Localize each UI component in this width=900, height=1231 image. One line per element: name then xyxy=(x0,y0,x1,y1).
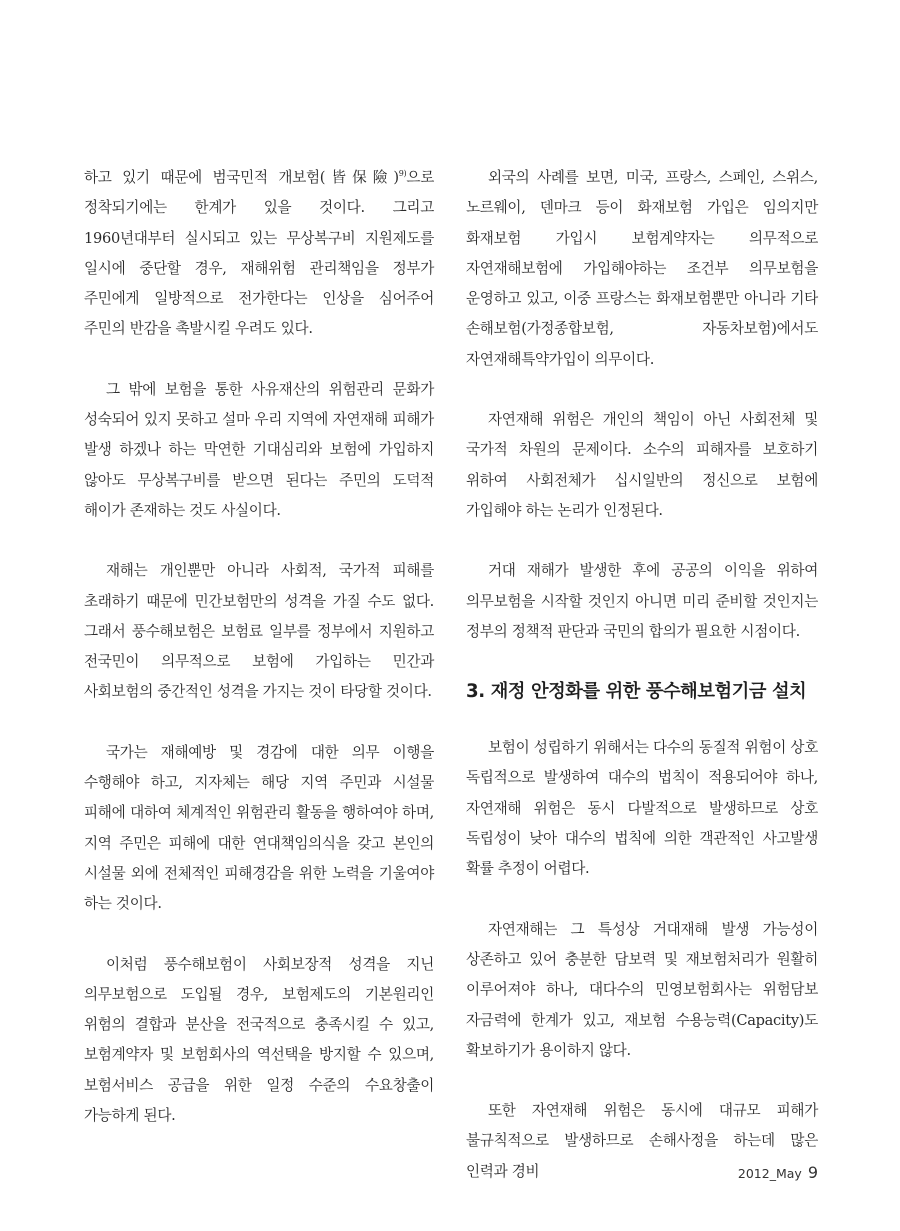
paragraph-text: 하고 있기 때문에 범국민적 개보험(皆保險) xyxy=(84,169,399,186)
page-footer xyxy=(738,1163,818,1182)
issue-date: 2012_May xyxy=(737,1166,802,1181)
left-column xyxy=(84,163,434,1161)
right-column xyxy=(466,163,818,1217)
paragraph: 자연재해 위험은 개인의 책임이 아닌 사회전체 및 국가적 차원의 문제이다. 소수의 피해자를 보호하기 위하여 사회전체가 십시일반의 정신으로 보험에 가입해야 하는 논리가 인정된다. xyxy=(466,411,818,519)
paragraph: 국가는 재해예방 및 경감에 대한 의무 이행을 수행해야 하고, 지자체는 해당 지역 주민과 시설물 피해에 대하여 체계적인 위험관리 활동을 행하여야 하며, 지역 주민은 피해에 대한 연대책임의식을 갖고 본인의 시설물 외에 전체적인 피해경감을 위한 노력을 기울여야 하는 것이다. xyxy=(84,743,434,913)
paragraph: 외국의 사례를 보면, 미국, 프랑스, 스페인, 스위스, 노르웨이, 덴마크 등이 화재보험 가입은 임의지만 화재보험 가입시 보험계약자는 의무적으로 자연재해보험에 가입해야하는 조건부 의무보험을 운영하고 있고, 이중 프랑스는 화재보험뿐만 아니라 기타 손해보험(가정종합보험, 자동차보험)에서도 자연재해특약가입이 의무이다. xyxy=(466,169,818,368)
footnote-marker: 9) xyxy=(398,169,407,179)
paragraph: 거대 재해가 발생한 후에 공공의 이익을 위하여 의무보험을 시작할 것인지 아니면 미리 준비할 것인지는 정부의 정책적 판단과 국민의 합의가 필요한 시점이다. xyxy=(466,562,818,640)
paragraph: 자연재해는 그 특성상 거대재해 발생 가능성이 상존하고 있어 충분한 담보력 및 재보험처리가 원활히 이루어져야 하나, 대다수의 민영보험회사는 위험담보 자금력에 한계가 있고, 재보험 수용능력(Capacity)도 확보하기가 용이하지 않다. xyxy=(466,920,818,1059)
paragraph: 보험이 성립하기 위해서는 다수의 동질적 위험이 상호 독립적으로 발생하여 대수의 법칙이 적용되어야 하나, 자연재해 위험은 동시 다발적으로 발생하므로 상호 독립성이 낮아 대수의 법칙에 의한 객관적인 사고발생 확률 추정이 어렵다. xyxy=(466,739,818,878)
paragraph-text: 으로 정착되기에는 한계가 있을 것이다. 그리고 1960년대부터 실시되고 있는 무상복구비 지원제도를 일시에 중단할 경우, 재해위험 관리책임을 정부가 주민에게 일방적으로 전가한다는 인상을 심어주어 주민의 반감을 촉발시킬 우려도 있다. xyxy=(84,169,434,338)
section-heading: 3. 재정 안정화를 위한 풍수해보험기금 설치 xyxy=(466,681,807,703)
paragraph: 또한 자연재해 위험은 동시에 대규모 피해가 불규칙적으로 발생하므로 손해사정을 하는데 많은 인력과 경비 xyxy=(466,1102,818,1180)
page-number: 9 xyxy=(807,1163,818,1182)
paragraph: 이처럼 풍수해보험이 사회보장적 성격을 지닌 의무보험으로 도입될 경우, 보험제도의 기본원리인 위험의 결합과 분산을 전국적으로 충족시킬 수 있고, 보험계약자 및 보험회사의 역선택을 방지할 수 있으며, 보험서비스 공급을 위한 일정 수준의 수요창출이 가능하게 된다. xyxy=(84,955,434,1125)
paragraph xyxy=(84,163,434,345)
paragraph: 그 밖에 보험을 통한 사유재산의 위험관리 문화가 성숙되어 있지 못하고 설마 우리 지역에 자연재해 피해가 발생 하겠나 하는 막연한 기대심리와 보험에 가입하지 않아도 무상복구비를 받으면 된다는 주민의 도덕적 해이가 존재하는 것도 사실이다. xyxy=(84,380,434,519)
paragraph: 재해는 개인뿐만 아니라 사회적, 국가적 피해를 초래하기 때문에 민간보험만의 성격을 가질 수도 없다. 그래서 풍수해보험은 보험료 일부를 정부에서 지원하고 전국민이 의무적으로 보험에 가입하는 민간과 사회보험의 중간적인 성격을 가지는 것이 타당할 것이다. xyxy=(84,562,434,701)
